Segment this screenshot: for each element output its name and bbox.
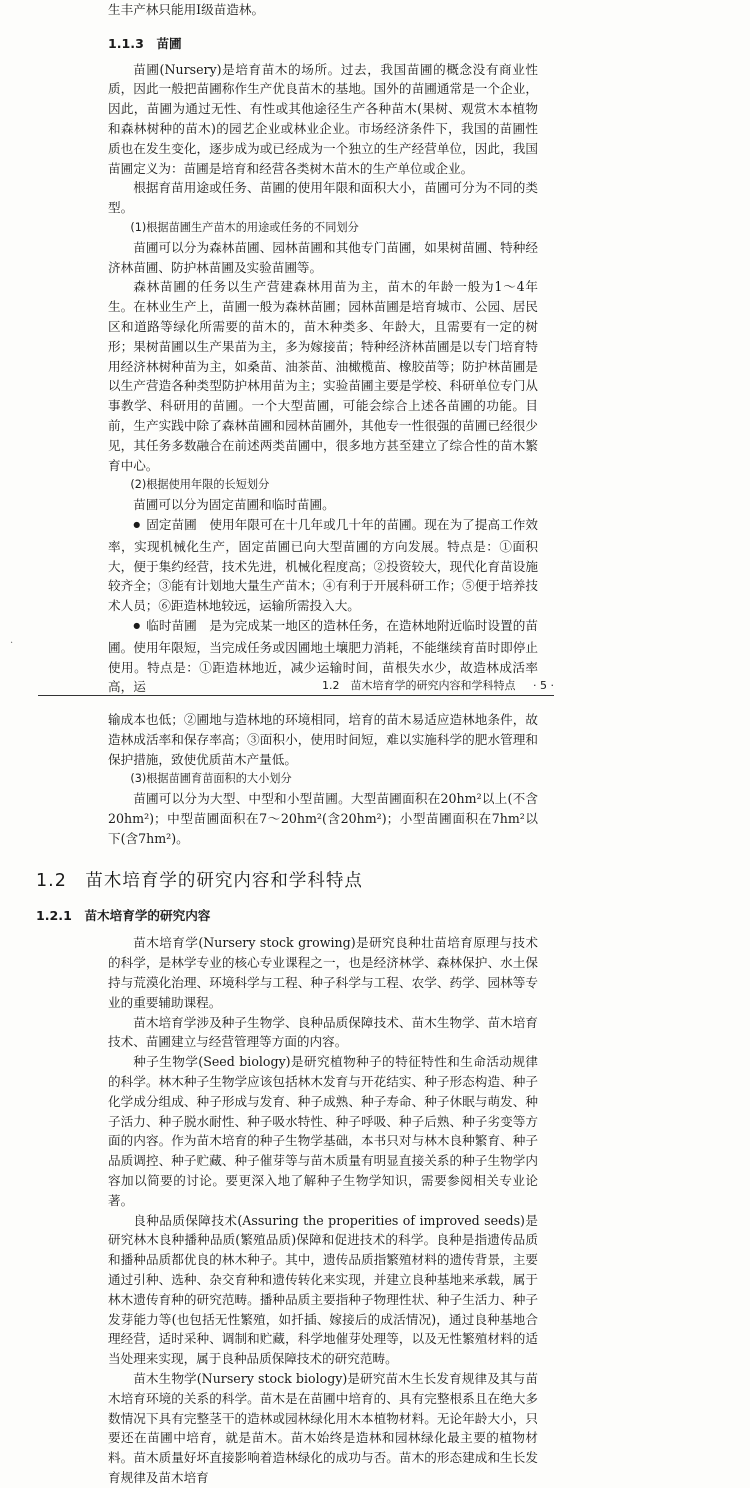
section-heading-1-2-1: 1.2.1 苗木培育学的研究内容 [36,907,211,923]
subheading-by-duration: (2)根据使用年限的长短划分 [130,478,270,492]
paragraph-fixed-nursery [108,515,538,616]
paragraph-nursery-types: 根据育苗用途或任务、苗圃的使用年限和面积大小，苗圃可分为不同的类型。 [108,180,538,216]
text-fragment: 生丰产林只能用Ⅰ级苗造林。 [108,2,265,17]
subheading-by-purpose: (1)根据苗圃生产苗木的用途或任务的不同划分 [130,220,359,234]
paragraph-purpose-categories: 苗圃可以分为森林苗圃、园林苗圃和其他专门苗圃，如果树苗圃、特种经济林苗圃、防护林苗圃及实验苗圃等。 [108,239,538,275]
page-number: · 5 · [533,679,554,692]
section-heading-1-1-3: 1.1.3 苗圃 [108,35,182,51]
paragraph-area-sizes: 苗圃可以分为大型、中型和小型苗圃。大型苗圃面积在20hm²以上(不含20hm²)；中型苗圃面积在7～20hm²(含20hm²)；小型苗圃面积在7hm²以下(含7hm²)。 [108,791,538,846]
paragraph-scope: 苗木培育学涉及种子生物学、良种品质保障技术、苗木生物学、苗木培育技术、苗圃建立与经营管理等方面的内容。 [108,1014,538,1050]
running-header [38,677,554,696]
temporary-nursery-text: 临时苗圃 是为完成某一地区的造林任务，在造林地附近临时设置的苗圃。使用年限短，当完成任务或因圃地土壤肥力消耗，不能继续育苗时即停止使用。特点是：①距造林地近，减少运输时间，苗根失水少，故造林成活率高，运 [108,617,539,695]
upper-page-body [108,0,538,697]
bullet-icon [133,618,146,633]
scan-dot: · [10,638,14,649]
bullet-icon [133,517,146,532]
section-heading-1-2: 1.2 苗木培育学的研究内容和学科特点 [36,870,363,891]
paragraph-seed-biology: 种子生物学(Seed biology)是研究植物种子的特征特性和生命活动规律的科学。林木种子生物学应该包括林木发育与开花结实、种子形态构造、种子化学成分组成、种子形成与发育、种子成熟、种子寿命、种子休眠与萌发、种子活力、种子脱水耐性、种子吸水特性、种子呼吸、种子后熟、种子劣变等方面的内容。作为苗木培育的种子生物学基础，本书只对与林木良种繁育、种子品质调控、种子贮藏、种子催芽等与苗木质量有明显直接关系的种子生物学内容加以简要的讨论。要更深入地了解种子生物学知识，需要参阅相关专业论著。 [108,1054,538,1208]
lower-page-body [36,710,538,1488]
paragraph-forest-nursery: 森林苗圃的任务以生产营建森林用苗为主，苗木的年龄一般为1～4年生。在林业生产上，苗圃一般为森林苗圃；园林苗圃是培育城市、公园、居民区和道路等绿化所需要的苗木的，苗木种类多、年龄大，且需要有一定的树形；果树苗圃以生产果苗为主，多为嫁接苗；特种经济林苗圃是以专门培育特用经济林树种苗为主，如桑苗、油茶苗、油橄榄苗、橡胶苗等；防护林苗圃是以生产营造各种类型防护林用苗为主；实验苗圃主要是学校、科研单位专门从事教学、科研用的苗圃。一个大型苗圃，可能会综合上述各苗圃的功能。目前，生产实践中除了森林苗圃和园林苗圃外，其他专一性很强的苗圃已经很少见，其任务多数融合在前述两类苗圃中，很多地方甚至建立了综合性的苗木繁育中心。 [108,279,538,473]
paragraph-improved-seeds: 良种品质保障技术(Assuring the properities of improved seeds)是研究林木良种播种品质(繁殖品质)保障和促进技术的科学。良种是指遗传品质和播种品质都优良的林木种子。其中，遗传品质指繁殖材料的遗传背景，主要通过引种、选种、杂交育种和遗传转化来实现，并建立良种基地来承载，属于林木遗传育种的研究范畴。播种品质主要指种子物理性状、种子生活力、种子发芽能力等(也包括无性繁殖，如扦插、嫁接后的成活情况)，通过良种基地合理经营，适时采种、调制和贮藏，科学地催芽处理等，以及无性繁殖材料的适当处理来实现，属于良种品质保障技术的研究范畴。 [108,1212,538,1367]
paragraph-nursery-stock-biology: 苗木生物学(Nursery stock biology)是研究苗木生长发育规律及其与苗木培育环境的关系的科学。苗木是在苗圃中培育的、具有完整根系且在绝大多数情况下具有完整茎干的造林或园林绿化用木本植物材料。无论年龄大小，只要还在苗圃中培育，就是苗木。苗木始终是造林和园林绿化最主要的植物材料。苗木质量好坏直接影响着造林绿化的成功与否。苗木的形态建成和生长发育规律及苗木培育 [108,1370,538,1485]
running-header-section: 1.2 苗木培育学的研究内容和学科特点 [322,679,516,692]
paragraph-continuation: 输成本也低；②圃地与造林地的环境相同，培育的苗木易适应造林地条件，故造林成活率和保存率高；③面积小，使用时间短，难以实施科学的肥水管理和保护措施，致使优质苗木产量低。 [108,712,538,767]
paragraph-nursery-definition: 苗圃(Nursery)是培育苗木的场所。过去，我国苗圃的概念没有商业性质，因此一般把苗圃称作生产优良苗木的基地。国外的苗圃通常是一个企业，因此，苗圃为通过无性、有性或其他途径生产各种苗木(果树、观赏木本植物和森林树种的苗木)的园艺企业或林业企业。市场经济条件下，我国的苗圃性质也在发生变化，逐步成为或已经成为一个独立的生产经营单位，因此，我国苗圃定义为：苗圃是培育和经营各类树木苗木的生产单位或企业。 [108,61,538,176]
paragraph-nursery-stock-growing: 苗木培育学(Nursery stock growing)是研究良种壮苗培育原理与技术的科学，是林学专业的核心专业课程之一，也是经济林学、森林保护、水土保持与荒漠化治理、环境科学与工程、种子科学与工程、农学、药学、园林等专业的重要辅助课程。 [108,935,538,1010]
fixed-nursery-text: 固定苗圃 使用年限可在十几年或几十年的苗圃。现在为了提高工作效率，实现机械化生产，固定苗圃已向大型苗圃的方向发展。特点是：①面积大，便于集约经营，技术先进，机械化程度高；②投资较大，现代化育苗设施较齐全；③能有计划地大量生产苗木；④有利于开展科研工作；⑤便于培养技术人员；⑥距造林地较远，运输所需投入大。 [108,516,539,614]
subheading-by-area: (3)根据苗圃育苗面积的大小划分 [130,772,292,786]
paragraph-fixed-temporary: 苗圃可以分为固定苗圃和临时苗圃。 [133,497,335,513]
